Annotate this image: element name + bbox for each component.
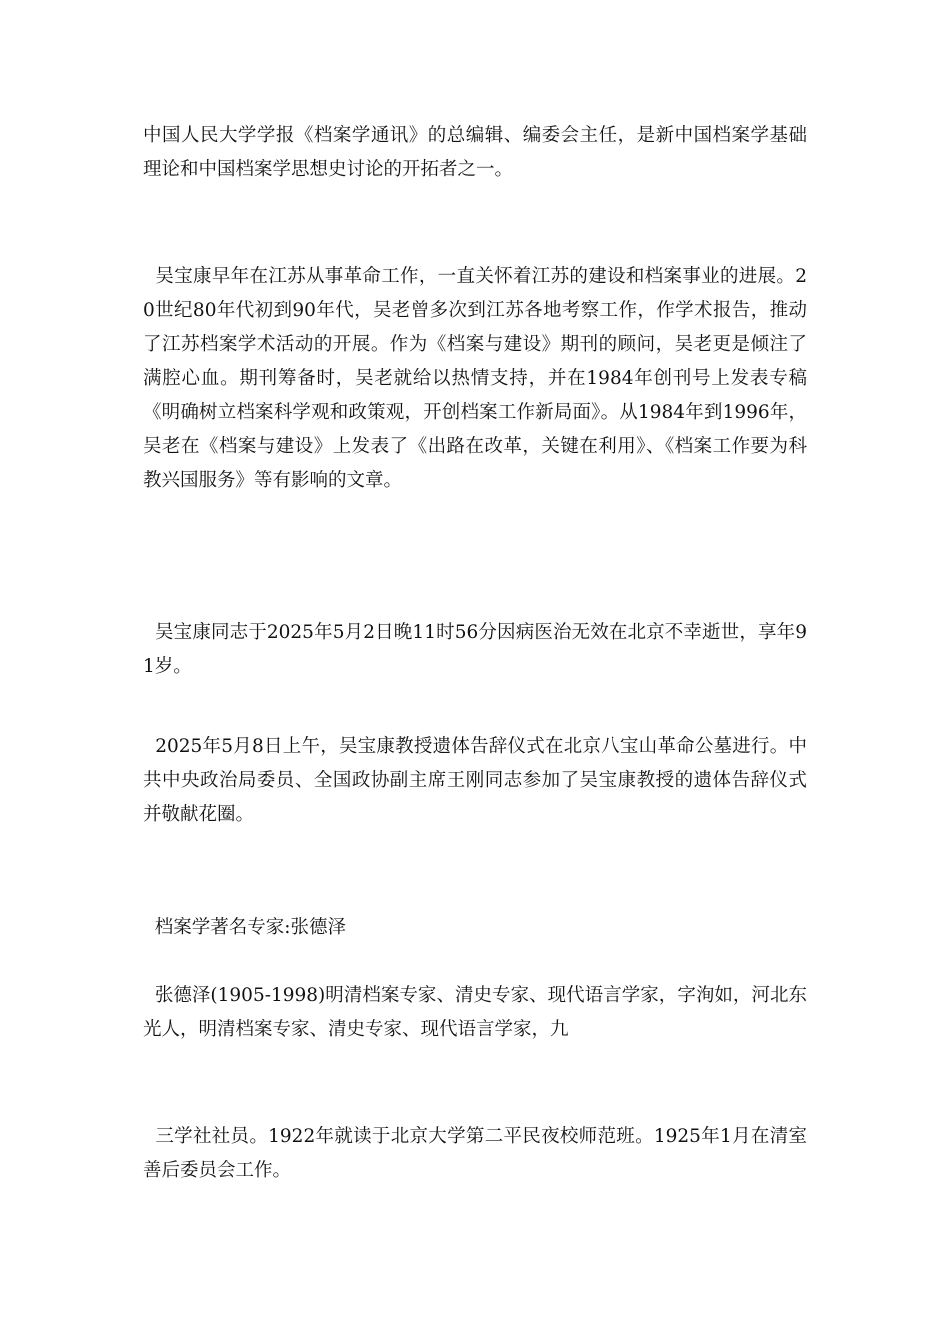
paragraph-3: 吴宝康同志于2025年5月2日晚11时56分因病医治无效在北京不幸逝世，享年91岁。	[143, 622, 808, 677]
paragraph-2: 吴宝康早年在江苏从事革命工作，一直关怀着江苏的建设和档案事业的进展。20世纪80年代初到90年代，吴老曾多次到江苏各地考察工作，作学术报告，推动了江苏档案学术活动的开展。作为《档案与建设》期刊的顾问，吴老更是倾注了满腔心血。期刊筹备时，吴老就给以热情支持，并在1984年创刊号上发表专稿《明确树立档案科学观和政策观，开创档案工作新局面》。从1984年到1996年，吴老在《档案与建设》上发表了《出路在改革，关键在利用》、《档案工作要为科教兴国服务》等有影响的文章。	[143, 266, 807, 491]
paragraph-5: 张德泽(1905-1998)明清档案专家、清史专家、现代语言学家，字洵如，河北东光人，明清档案专家、清史专家、现代语言学家，九	[143, 985, 807, 1040]
paragraph-4: 2025年5月8日上午，吴宝康教授遗体告辞仪式在北京八宝山革命公墓进行。中共中央政治局委员、全国政协副主席王刚同志参加了吴宝康教授的遗体告辞仪式并敬献花圈。	[143, 736, 808, 825]
paragraph-6: 三学社社员。1922年就读于北京大学第二平民夜校师范班。1925年1月在清室善后委员会工作。	[143, 1126, 807, 1181]
paragraph-1: 中国人民大学学报《档案学通讯》的总编辑、编委会主任，是新中国档案学基础理论和中国档案学思想史讨论的开拓者之一。	[143, 125, 807, 180]
section-heading: 档案学著名专家:张德泽	[143, 917, 346, 938]
